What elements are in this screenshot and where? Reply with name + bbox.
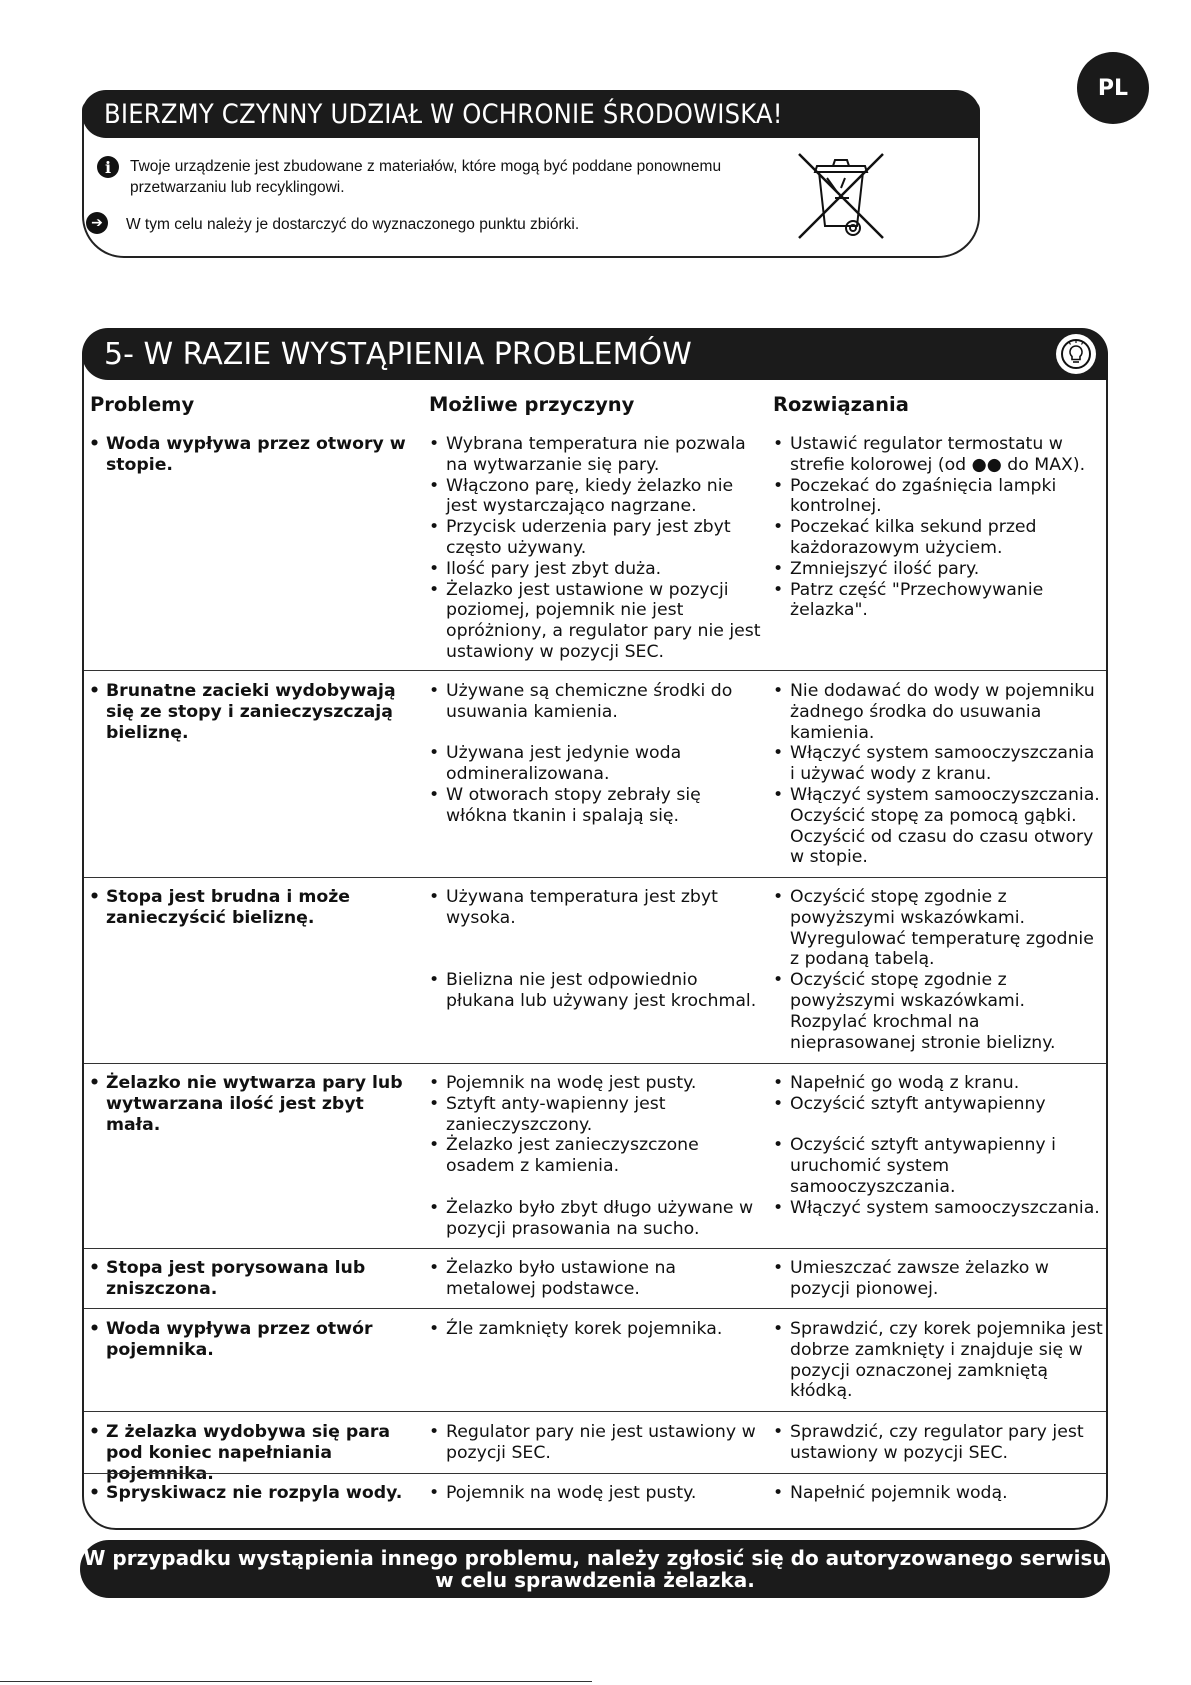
column-header-problems: Problemy [90,393,195,416]
environment-header [82,90,980,138]
row-solution: • Oczyścić stopę zgodnie z powyższymi wskazówkami. Wyregulować temperaturę zgodnie z podaną tabelą. [773,887,1103,970]
row-cause: • Używana jest jedynie woda odmineralizowana. [429,743,764,785]
info-icon: i [97,156,119,178]
row-problem: • Woda wypływa przez otwory w stopie. [89,434,419,476]
language-badge: PL [1077,52,1149,124]
column-header-causes: Możliwe przyczyny [429,393,635,416]
environment-info-line-1: Twoje urządzenie jest zbudowane z materiałów, które mogą być poddane ponownemu [130,158,722,175]
row-cause: • W otworach stopy zebrały się włókna tkanin i spalają się. [429,785,764,827]
row-problem: • Spryskiwacz nie rozpyla wody. [89,1483,419,1504]
page-bottom-rule [0,1681,592,1682]
row-divider [84,1308,1106,1309]
row-cause: • Źle zamknięty korek pojemnika. [429,1319,764,1340]
row-solution: • Ustawić regulator termostatu w strefie kolorowej (od ●● do MAX). [773,434,1103,476]
row-divider [84,1063,1106,1064]
row-cause: • Regulator pary nie jest ustawiony w pozycji SEC. [429,1422,764,1464]
row-cause: • Żelazko jest zanieczyszczone osadem z kamienia. [429,1135,764,1177]
row-solution: • Oczyścić sztyft antywapienny i uruchomić system samooczyszczania. [773,1135,1103,1197]
row-cause: • Włączono parę, kiedy żelazko nie jest wystarczająco nagrzane. [429,476,764,518]
row-solution: • Sprawdzić, czy regulator pary jest ustawiony w pozycji SEC. [773,1422,1103,1464]
row-cause: • Wybrana temperatura nie pozwala na wytwarzanie się pary. [429,434,764,476]
row-solution: • Poczekać do zgaśnięcia lampki kontrolnej. [773,476,1103,518]
row-solution: • Włączyć system samooczyszczania. [773,1198,1103,1219]
troubleshooting-header [82,328,1108,380]
row-divider [84,670,1106,671]
row-cause: • Ilość pary jest zbyt duża. [429,559,764,580]
row-cause: • Żelazko było ustawione na metalowej podstawce. [429,1258,764,1300]
lightbulb-icon [1056,334,1096,374]
environment-action-line: W tym celu należy je dostarczyć do wyznaczonego punktu zbiórki. [126,216,580,233]
row-cause: • Używane są chemiczne środki do usuwania kamienia. [429,681,764,723]
row-divider [84,877,1106,878]
row-cause: • Żelazko jest ustawione w pozycji poziomej, pojemnik nie jest opróżniony, a regulator pary nie jest ustawiony w pozycji SEC. [429,580,764,663]
crossed-bin-icon [795,148,887,242]
arrow-right-icon: ➔ [86,212,108,234]
row-solution: • Włączyć system samooczyszczania i używać wody z kranu. [773,743,1103,785]
row-divider [84,1411,1106,1412]
row-solution: • Umieszczać zawsze żelazko w pozycji pionowej. [773,1258,1103,1300]
row-cause: • Bielizna nie jest odpowiednio płukana lub używany jest krochmal. [429,970,764,1012]
service-notice-line-1: W przypadku wystąpienia innego problemu, należy zgłosić się do autoryzowanego serwisu [83,1546,1107,1570]
row-solution: • Napełnić go wodą z kranu. [773,1073,1103,1094]
row-problem: • Stopa jest porysowana lub zniszczona. [89,1258,419,1300]
row-divider [84,1248,1106,1249]
column-header-solutions: Rozwiązania [773,393,909,416]
row-problem: • Z żelazka wydobywa się para pod koniec napełniania pojemnika. [89,1422,419,1484]
row-solution: • Zmniejszyć ilość pary. [773,559,1103,580]
environment-title: BIERZMY CZYNNY UDZIAŁ W OCHRONIE ŚRODOWISKA! [104,98,783,130]
row-cause: • Pojemnik na wodę jest pusty. [429,1483,764,1504]
row-solution: • Włączyć system samooczyszczania. Oczyścić stopę za pomocą gąbki. Oczyścić od czasu do czasu otwory w stopie. [773,785,1103,868]
row-solution: • Patrz część "Przechowywanie żelazka". [773,580,1103,622]
troubleshooting-title: 5- W RAZIE WYSTĄPIENIA PROBLEMÓW [104,336,692,372]
row-solution: • Oczyścić sztyft antywapienny [773,1094,1103,1115]
row-divider [84,1473,1106,1474]
row-solution: • Napełnić pojemnik wodą. [773,1483,1103,1504]
service-notice-banner [80,1540,1110,1598]
row-solution: • Poczekać kilka sekund przed każdorazowym użyciem. [773,517,1103,559]
row-cause: • Przycisk uderzenia pary jest zbyt często używany. [429,517,764,559]
environment-info-line-2: przetwarzaniu lub recyklingowi. [130,179,345,196]
row-problem: • Żelazko nie wytwarza pary lub wytwarzana ilość jest zbyt mała. [89,1073,419,1135]
row-solution: • Sprawdzić, czy korek pojemnika jest dobrze zamknięty i znajduje się w pozycji oznaczonej zamkniętą kłódką. [773,1319,1103,1402]
row-problem: • Stopa jest brudna i może zanieczyścić bieliznę. [89,887,419,929]
row-cause: • Żelazko było zbyt długo używane w pozycji prasowania na sucho. [429,1198,764,1240]
row-cause: • Używana temperatura jest zbyt wysoka. [429,887,764,929]
row-cause: • Pojemnik na wodę jest pusty. [429,1073,764,1094]
row-solution: • Oczyścić stopę zgodnie z powyższymi wskazówkami. Rozpylać krochmal na nieprasowanej stronie bielizny. [773,970,1103,1053]
row-problem: • Brunatne zacieki wydobywają się ze stopy i zanieczyszczają bieliznę. [89,681,419,743]
row-problem: • Woda wypływa przez otwór pojemnika. [89,1319,419,1361]
row-cause: • Sztyft anty-wapienny jest zanieczyszczony. [429,1094,764,1136]
row-solution: • Nie dodawać do wody w pojemniku żadnego środka do usuwania kamienia. [773,681,1103,743]
service-notice-line-2: w celu sprawdzenia żelazka. [435,1568,755,1592]
